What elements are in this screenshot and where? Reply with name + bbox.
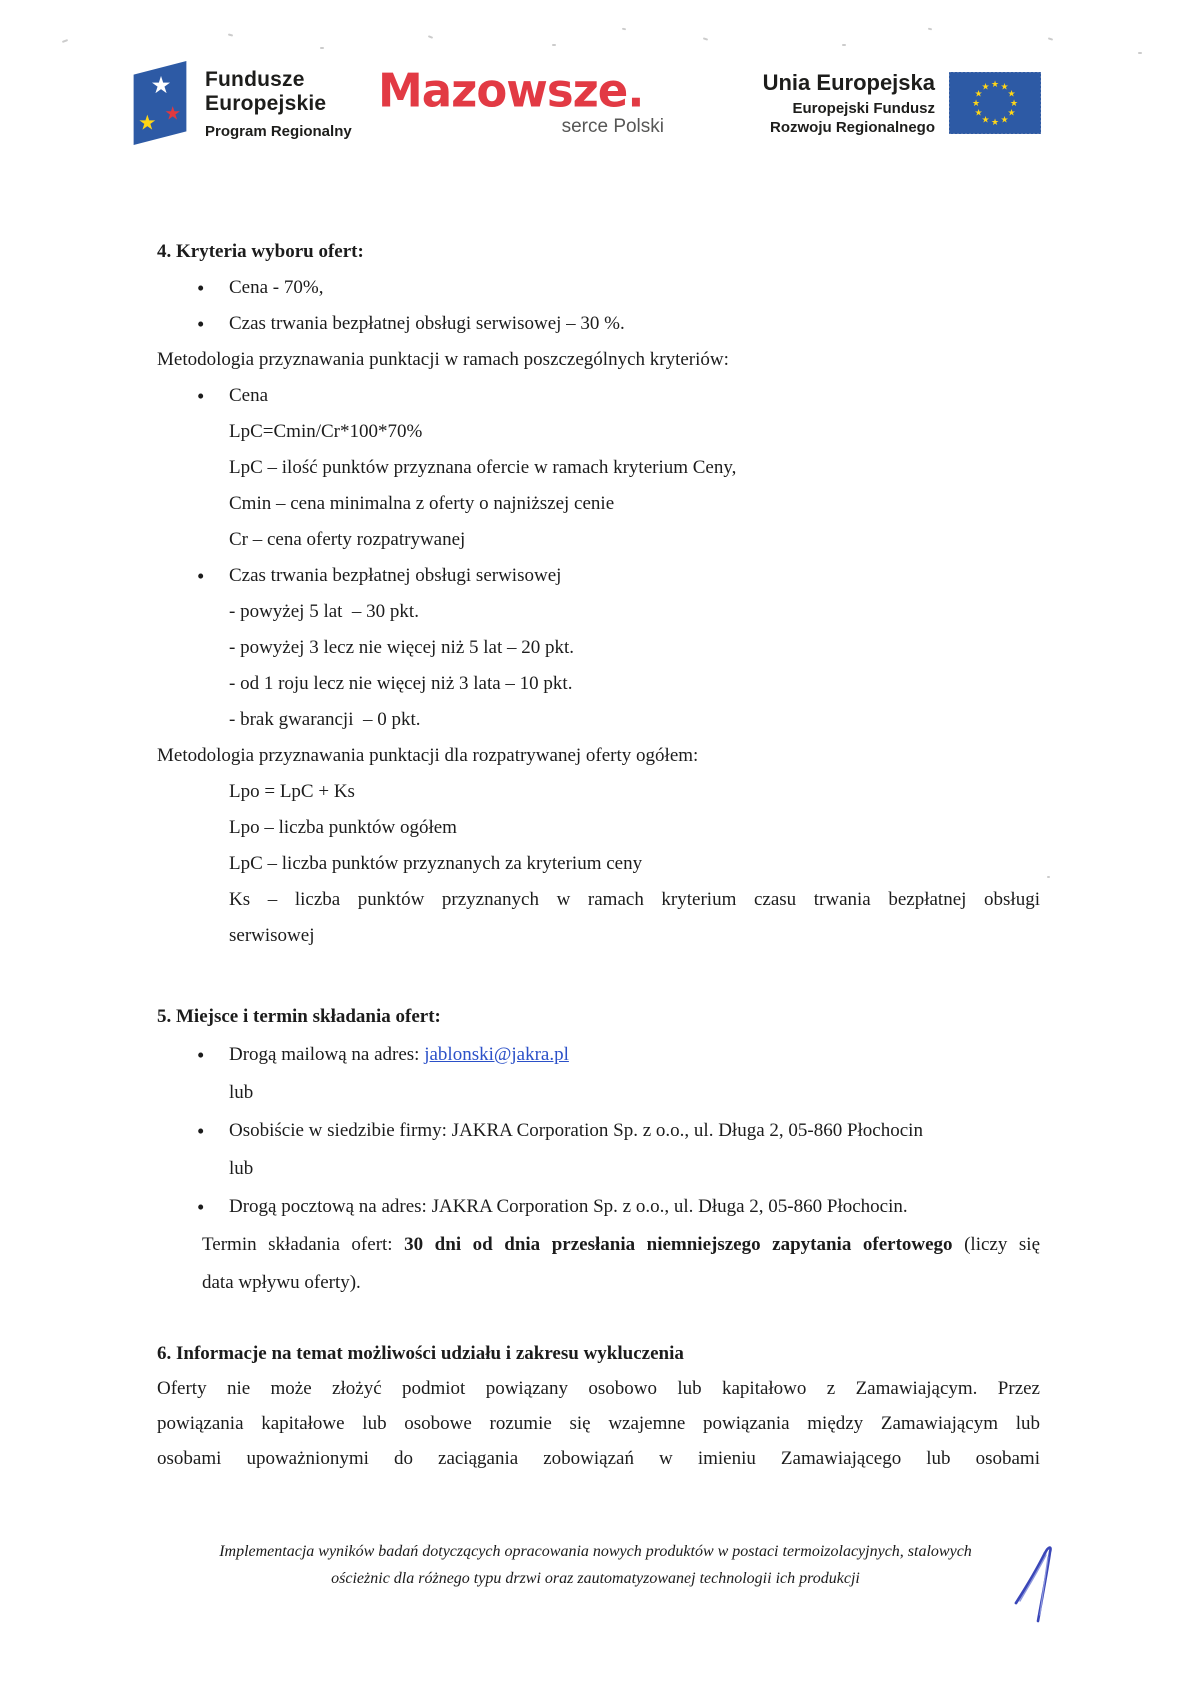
or-separator: lub xyxy=(229,1082,254,1103)
ue-title: Unia Europejska xyxy=(762,70,935,95)
svg-text:★: ★ xyxy=(1007,89,1016,100)
svg-text:★: ★ xyxy=(1007,108,1016,119)
section-5-miejsce-termin xyxy=(157,998,1040,1302)
footer-line2: ościeżnic dla różnego typu drzwi oraz zautomatyzowanej technologii ich produkcji xyxy=(331,1570,860,1587)
fe-title-line1: Fundusze xyxy=(205,68,305,91)
section-4-heading: 4. Kryteria wyboru ofert: xyxy=(157,241,364,262)
section-4-kryteria xyxy=(157,234,1040,954)
formula-lpc: LpC=Cmin/Cr*100*70% xyxy=(229,421,423,442)
eu-flag-icon xyxy=(949,72,1041,134)
deadline-prefix: Termin składania ofert: xyxy=(202,1234,405,1255)
email-prefix: Drogą mailową na adres: xyxy=(229,1044,425,1065)
svg-text:★: ★ xyxy=(150,71,172,100)
svg-text:★: ★ xyxy=(164,103,182,125)
exclusion-paragraph-line1: Oferty nie może złożyć podmiot powiązany osobowo lub kapitałowo z Zamawiającym. Przez xyxy=(157,1378,1040,1399)
svg-text:★: ★ xyxy=(138,110,157,135)
svg-text:★: ★ xyxy=(981,115,990,126)
bullet-item-in-person: • Osobiście w siedzibie firmy: JAKRA Corporation Sp. z o.o., ul. Długa 2, 05-860 Płochocin xyxy=(157,1112,1040,1150)
ue-logo-text xyxy=(700,70,935,137)
logo-mazowsze xyxy=(378,62,678,138)
bullet-item-czas-30: • Czas trwania bezpłatnej obsługi serwisowej – 30 %. xyxy=(157,306,1040,342)
bullet-item-czas-trwania: • Czas trwania bezpłatnej obsługi serwisowej xyxy=(157,558,1040,594)
svg-text:★: ★ xyxy=(990,80,1000,90)
definition-lpo: Lpo – liczba punktów ogółem xyxy=(229,817,457,838)
svg-text:★: ★ xyxy=(1000,115,1009,126)
definition-ks-line2: serwisowej xyxy=(229,925,315,946)
bullet-item-postal: • Drogą pocztową na adres: JAKRA Corporation Sp. z o.o., ul. Długa 2, 05-860 Płochocin. xyxy=(157,1188,1040,1226)
footer-line1: Implementacja wyników badań dotyczących opracowania nowych produktów w postaci termoizolacyjnych, stalowych xyxy=(219,1543,972,1560)
bullet-item-email xyxy=(157,1036,1040,1074)
fe-title-line2: Europejskie xyxy=(205,92,327,115)
scan-artifact xyxy=(1047,876,1050,878)
czas-option-20pkt: - powyżej 3 lecz nie więcej niż 5 lat – 20 pkt. xyxy=(229,637,575,658)
signature-paraph xyxy=(1012,1545,1067,1625)
section-6-wykluczenia xyxy=(157,1336,1040,1476)
svg-text:★: ★ xyxy=(971,99,981,109)
fe-flag-icon xyxy=(131,60,189,146)
mazowsze-tagline: serce Polski xyxy=(561,116,664,137)
exclusion-paragraph-line3: osobami upoważnionymi do zaciągania zobowiązań w imieniu Zamawiającego lub osobami xyxy=(157,1448,1040,1469)
czas-option-30pkt: - powyżej 5 lat – 30 pkt. xyxy=(229,601,419,622)
czas-option-0pkt: - brak gwarancji – 0 pkt. xyxy=(229,709,421,730)
total-methodology-intro: Metodologia przyznawania punktacji dla rozpatrywanej oferty ogółem: xyxy=(157,745,699,766)
definition-lpc: LpC – ilość punktów przyznana ofercie w ramach kryterium Ceny, xyxy=(229,457,737,478)
bullet-item-cena-70: • Cena - 70%, xyxy=(157,270,1040,306)
bullet-item-cena: • Cena xyxy=(157,378,1040,414)
svg-text:★: ★ xyxy=(974,108,983,119)
exclusion-paragraph-line2: powiązania kapitałowe lub osobowe rozumie się wzajemne powiązania między Zamawiającym lub xyxy=(157,1413,1040,1434)
section-6-heading: 6. Informacje na temat możliwości udziału i zakresu wykluczenia xyxy=(157,1343,684,1364)
ue-fund-line2: Rozwoju Regionalnego xyxy=(770,119,935,136)
svg-text:★: ★ xyxy=(990,118,1000,128)
mazowsze-wordmark: Mazowsze. xyxy=(378,63,644,118)
czas-option-10pkt: - od 1 roju lecz nie więcej niż 3 lata – 10 pkt. xyxy=(229,673,573,694)
svg-text:★: ★ xyxy=(1009,99,1019,109)
definition-ks-line1: Ks – liczba punktów przyznanych w ramach kryterium czasu trwania bezpłatnej obsługi xyxy=(229,889,1040,910)
formula-lpo: Lpo = LpC + Ks xyxy=(229,781,355,802)
fe-logo-text xyxy=(205,60,352,146)
deadline-line2: data wpływu oferty). xyxy=(202,1272,361,1293)
logo-fundusze-europejskie xyxy=(131,60,352,146)
ue-fund-line1: Europejski Fundusz xyxy=(792,100,935,117)
definition-cr: Cr – cena oferty rozpatrywanej xyxy=(229,529,466,550)
svg-text:★: ★ xyxy=(974,89,983,100)
svg-text:★: ★ xyxy=(981,82,990,93)
definition-cmin: Cmin – cena minimalna z oferty o najniższej cenie xyxy=(229,493,615,514)
email-link[interactable]: jablonski@jakra.pl xyxy=(424,1044,569,1065)
deadline-bold: 30 dni od dnia przesłania niemniejszego zapytania ofertowego xyxy=(404,1234,953,1255)
deadline-suffix: (liczy się xyxy=(952,1234,1041,1255)
methodology-intro: Metodologia przyznawania punktacji w ramach poszczególnych kryteriów: xyxy=(157,349,729,370)
logo-unia-europejska xyxy=(700,70,1041,137)
svg-text:★: ★ xyxy=(1000,82,1009,93)
definition-lpc-total: LpC – liczba punktów przyznanych za kryterium ceny xyxy=(229,853,643,874)
deadline-line1 xyxy=(157,1226,1040,1264)
fe-subtitle: Program Regionalny xyxy=(205,123,352,140)
section-5-heading: 5. Miejsce i termin składania ofert: xyxy=(157,1006,441,1027)
or-separator: lub xyxy=(229,1158,254,1179)
funding-logos-header xyxy=(0,0,1191,170)
